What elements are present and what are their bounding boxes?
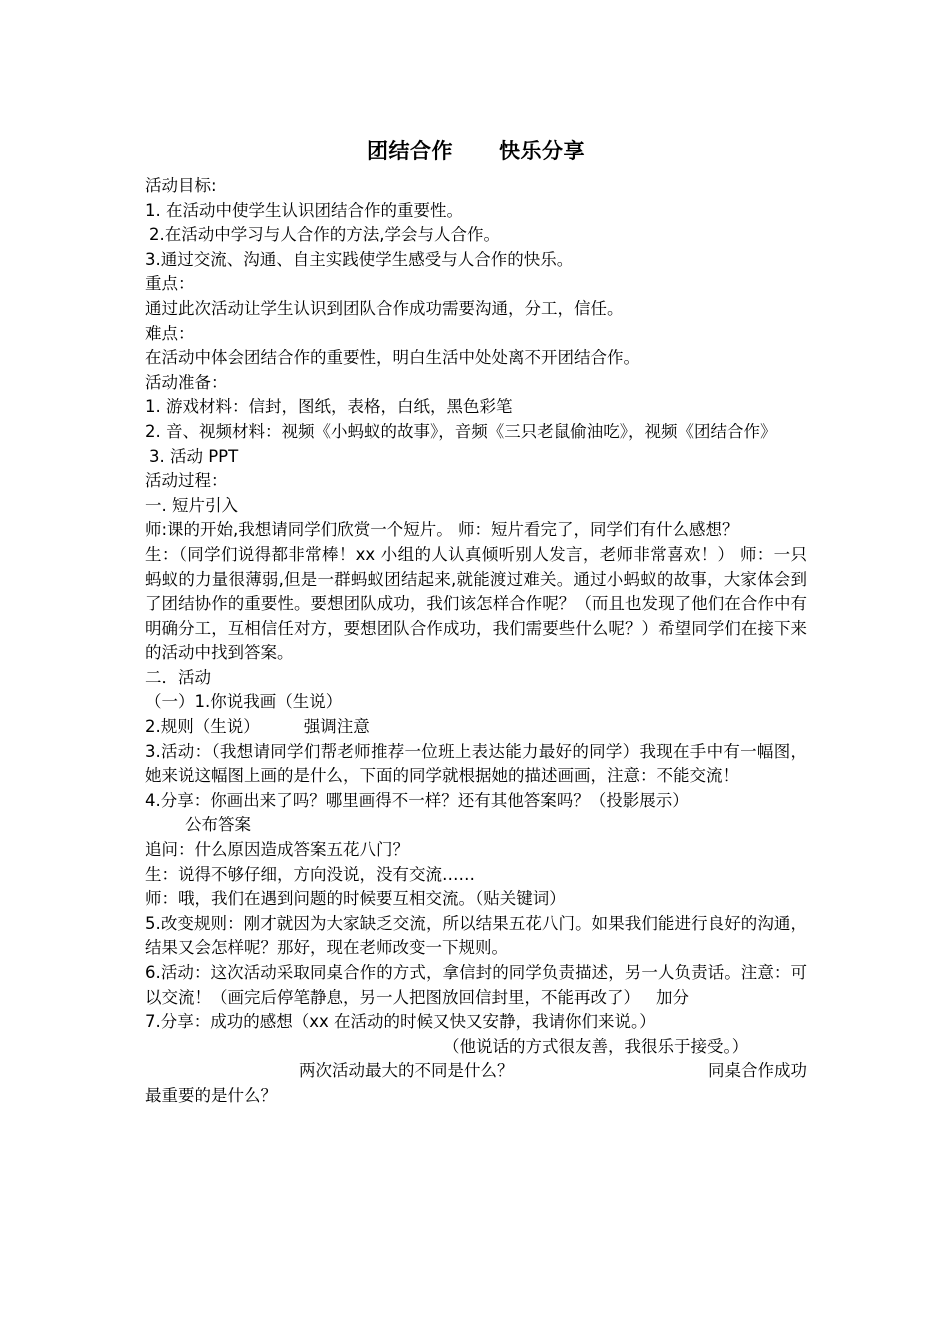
student-reply: 生：说得不够仔细，方向没说，没有交流…… — [145, 864, 475, 884]
reflection-question-1: 两次活动最大的不同是什么？ — [299, 1061, 514, 1081]
preparation-item-1: 1. 游戏材料：信封，图纸，表格，白纸，黑色彩笔 — [145, 397, 513, 417]
key-point-text: 通过此次活动让学生认识到团队合作成功需要沟通，分工，信任。 — [145, 298, 624, 318]
intro-paragraph-2: 生：（同学们说得都非常棒！xx 小组的人认真倾听别人发言，老师非常喜欢！） 师：一只蚂蚁的力量很薄弱,但是一群蚂蚁团结起来,就能渡过难关。通过小蚂蚁的故事，大家体会到了团结协作的重要性。要想团队成功，我们该怎样合作呢？（而且也发现了他们在合作中有明确分工，互相信任对方，要想团队合作成功，我们需要些什么呢？）希望同学们在接下来的活动中找到答案。 — [145, 544, 807, 663]
goals-heading: 活动目标: — [145, 176, 217, 195]
activity-step-6 — [145, 961, 807, 1010]
reflection-question-3: 最重要的是什么？ — [145, 1085, 277, 1105]
section-1-heading: 一. 短片引入 — [145, 495, 238, 515]
page-title — [145, 128, 807, 174]
goal-item-2: 2.在活动中学习与人合作的方法,学会与人合作。 — [149, 225, 500, 245]
activity-step-4-answer: 公布答案 — [185, 815, 251, 835]
goal-item-1: 1. 在活动中使学生认识团结合作的重要性。 — [145, 200, 463, 220]
activity-step-6-tail: 加分 — [656, 987, 689, 1007]
difficulty-heading: 难点： — [145, 323, 195, 343]
title-part-2: 快乐分享 — [499, 139, 585, 163]
activity-step-7: 7.分享：成功的感想（xx 在活动的时候又快又安静，我请你们来说。） — [145, 1012, 656, 1032]
activity-step-7-quote: （他说话的方式很友善，我很乐于接受。） — [443, 1036, 749, 1056]
follow-up-question: 追问：什么原因造成答案五花八门？ — [145, 840, 409, 860]
section-2-heading: 二．活动 — [145, 667, 211, 687]
activity-step-2-main: 2.规则（生说） — [145, 717, 260, 737]
activity-step-2 — [145, 715, 807, 740]
document-page — [145, 128, 807, 1109]
key-point-heading: 重点： — [145, 274, 195, 294]
process-heading: 活动过程： — [145, 471, 228, 491]
activity-step-1: （一）1.你说我画（生说） — [145, 692, 343, 712]
reflection-questions — [145, 1059, 807, 1084]
reflection-question-2: 同桌合作成功 — [708, 1061, 807, 1081]
activity-step-3: 3.活动：（我想请同学们帮老师推荐一位班上表达能力最好的同学）我现在手中有一幅图，她来说这幅图上画的是什么，下面的同学就根据她的描述画画，注意：不能交流！ — [145, 741, 807, 786]
teacher-reply: 师：哦，我们在遇到问题的时候要互相交流。（贴关键词） — [145, 889, 566, 909]
intro-paragraph-1: 师:课的开始,我想请同学们欣赏一个短片。 师：短片看完了，同学们有什么感想？ — [145, 520, 739, 540]
activity-step-2-note: 强调注意 — [303, 717, 370, 737]
preparation-heading: 活动准备： — [145, 372, 228, 392]
activity-step-6-main: 6.活动：这次活动采取同桌合作的方式，拿信封的同学负责描述，另一人负责话。注意：可以交流！（画完后停笔静息，另一人把图放回信封里，不能再改了） — [145, 963, 807, 1007]
activity-step-4: 4.分享：你画出来了吗？哪里画得不一样？还有其他答案吗？（投影展示） — [145, 790, 689, 810]
preparation-item-3: 3. 活动 PPT — [149, 446, 239, 466]
difficulty-text: 在活动中体会团结合作的重要性，明白生活中处处离不开团结合作。 — [145, 348, 640, 368]
activity-step-5: 5.改变规则：刚才就因为大家缺乏交流，所以结果五花八门。如果我们能进行良好的沟通，结果又会怎样呢？那好，现在老师改变一下规则。 — [145, 913, 807, 958]
title-part-1: 团结合作 — [367, 139, 453, 163]
preparation-item-2: 2. 音、视频材料：视频《小蚂蚁的故事》，音频《三只老鼠偷油吃》，视频《团结合作》 — [145, 421, 777, 441]
goal-item-3: 3.通过交流、沟通、自主实践使学生感受与人合作的快乐。 — [145, 249, 574, 269]
